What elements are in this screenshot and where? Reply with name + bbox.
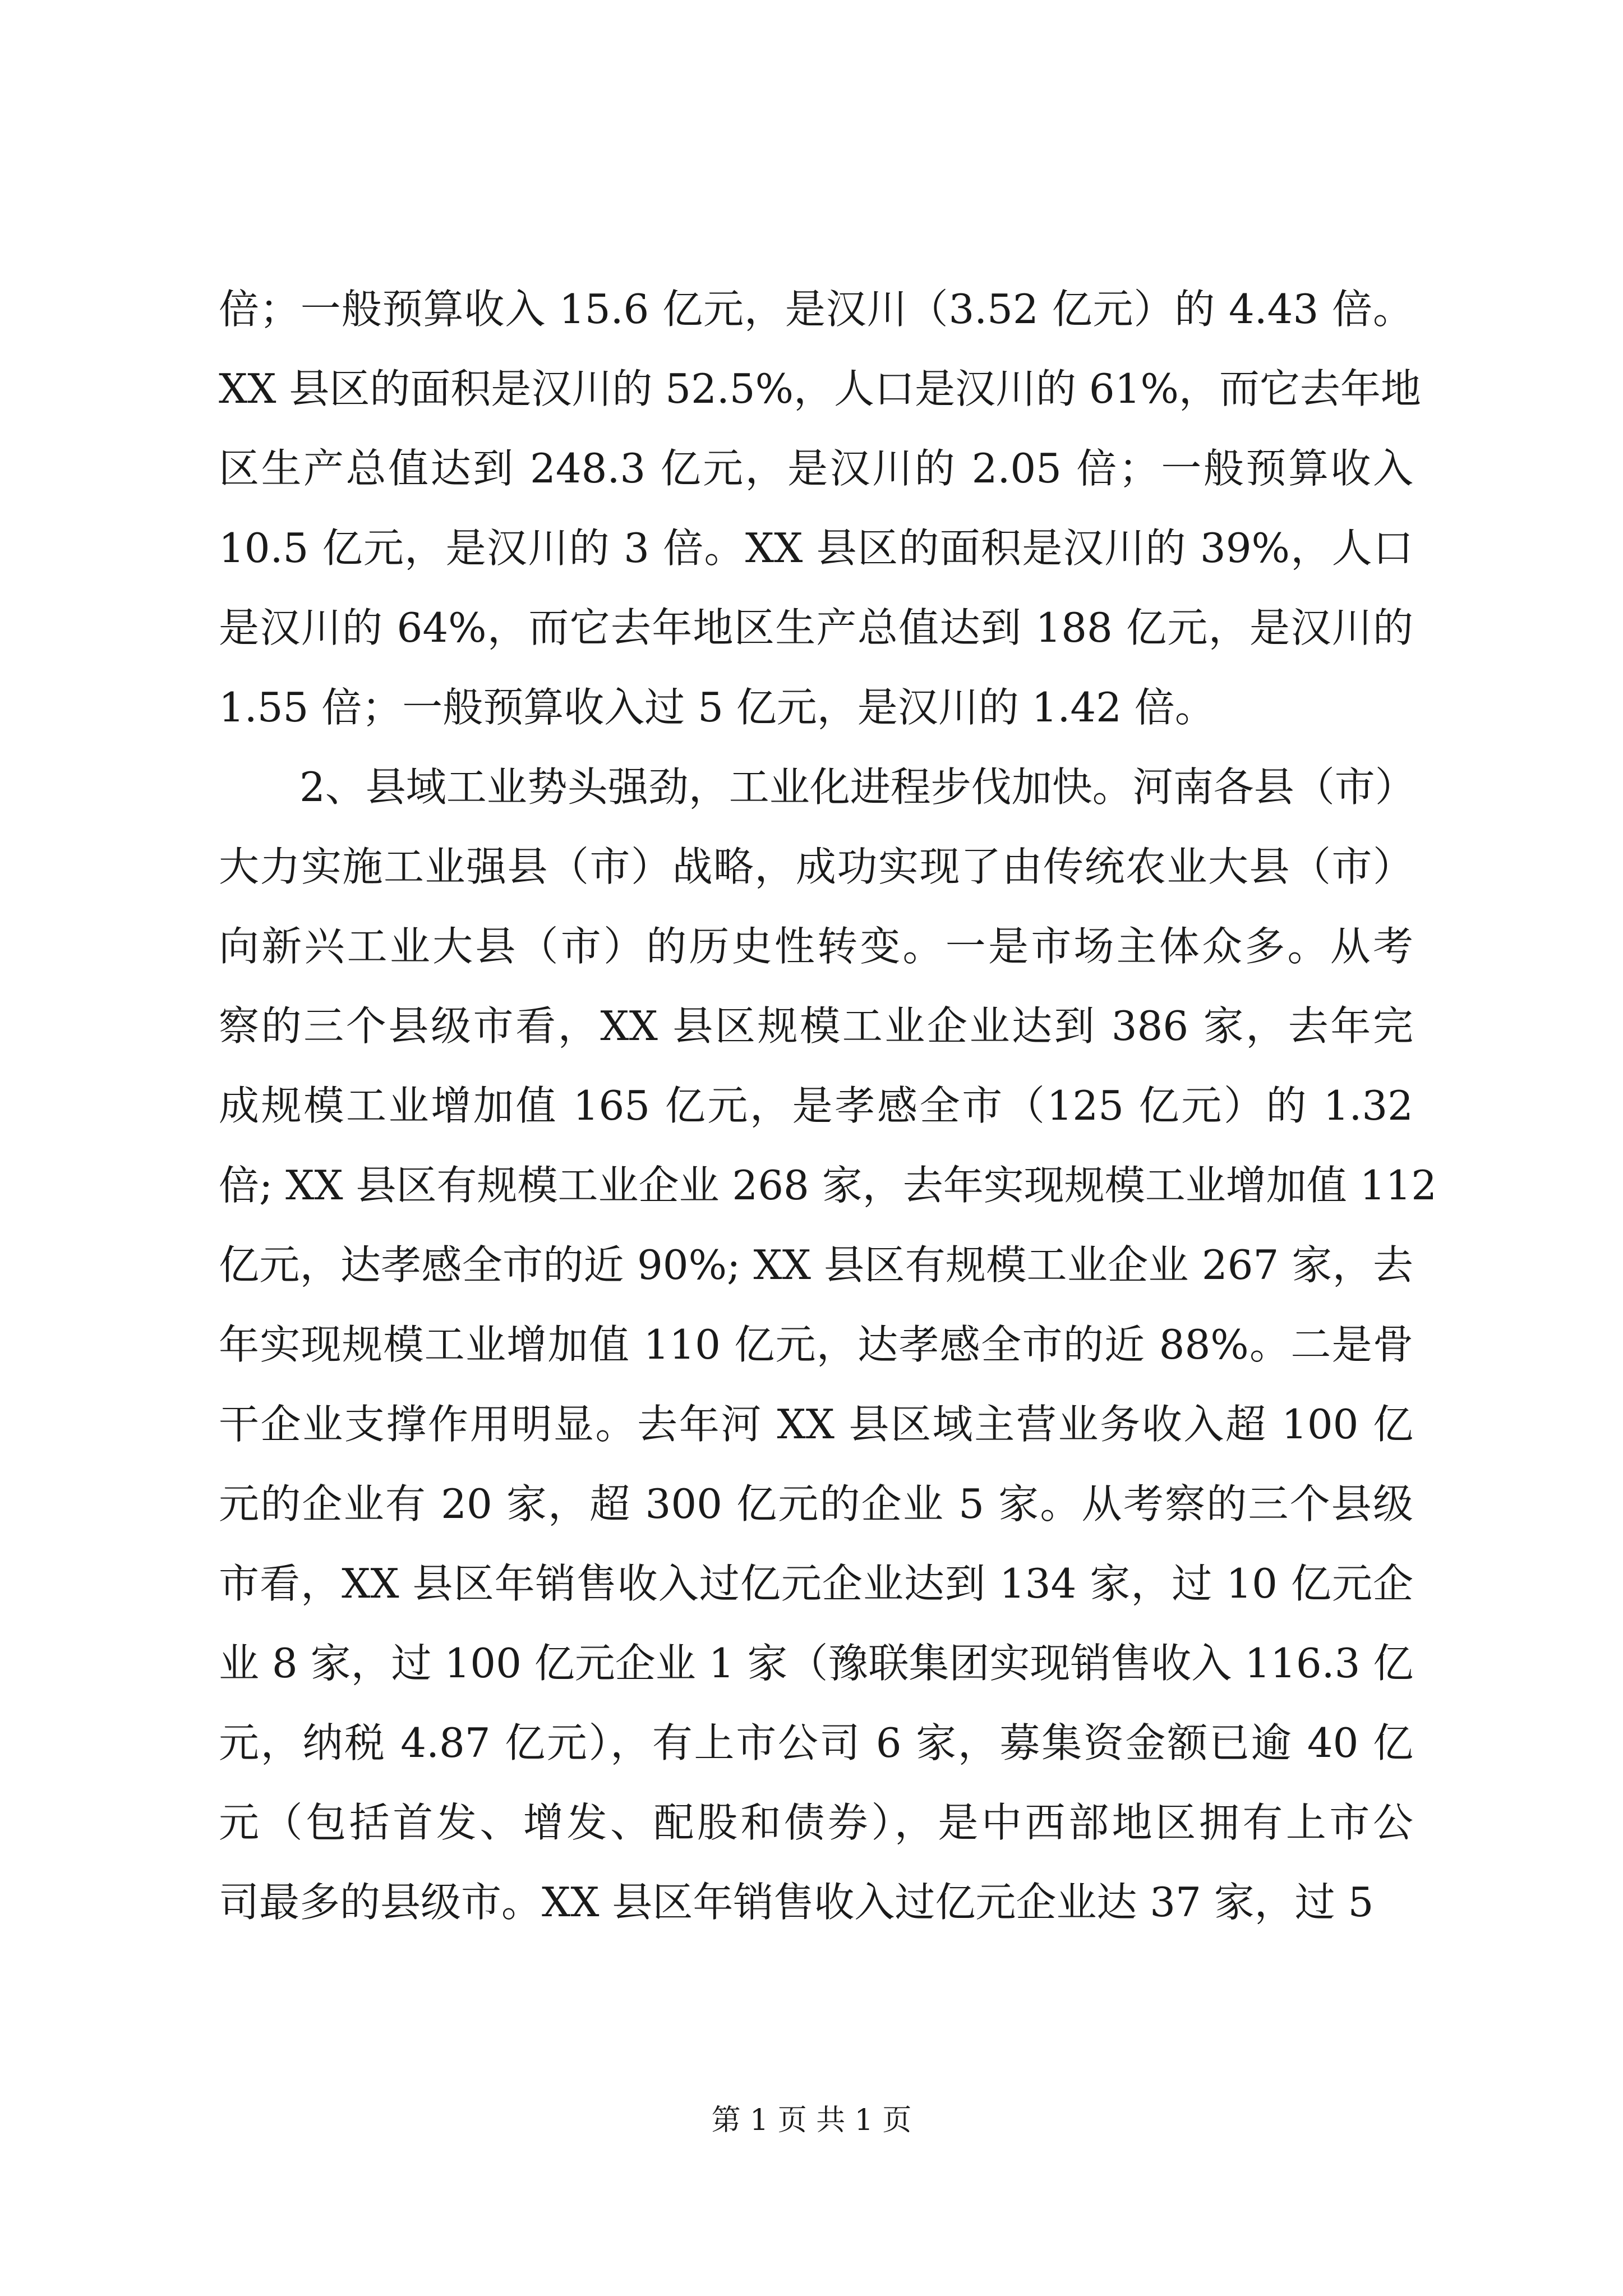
text-line: 区生产总值达到 248.3 亿元，是汉川的 2.05 倍；一般预算收入 xyxy=(219,445,1413,492)
text-line: 年实现规模工业增加值 110 亿元，达孝感全市的近 88%。二是骨 xyxy=(219,1321,1413,1368)
text-line: 元的企业有 20 家，超 300 亿元的企业 5 家。从考察的三个县级 xyxy=(219,1480,1413,1527)
paragraph-2 xyxy=(219,747,1437,1942)
page-footer: 第 1 页 共 1 页 xyxy=(711,2104,912,2137)
text-line: 察的三个县级市看，XX 县区规模工业企业达到 386 家，去年完 xyxy=(219,1002,1413,1050)
text-line: 司最多的县级市。XX 县区年销售收入过亿元企业达 37 家，过 5 xyxy=(219,1879,1374,1926)
text-line: 1.55 倍；一般预算收入过 5 亿元，是汉川的 1.42 倍。 xyxy=(219,684,1215,731)
text-line: 是汉川的 64%，而它去年地区生产总值达到 188 亿元，是汉川的 xyxy=(219,604,1413,651)
text-line: 元，纳税 4.87 亿元），有上市公司 6 家，募集资金额已逾 40 亿 xyxy=(219,1719,1413,1766)
text-line: 元（包括首发、增发、配股和债券），是中西部地区拥有上市公 xyxy=(219,1799,1413,1846)
paragraph-1 xyxy=(219,269,1421,747)
text-line: 干企业支撑作用明显。去年河 XX 县区域主营业务收入超 100 亿 xyxy=(219,1401,1413,1448)
text-line: 倍; XX 县区有规模工业企业 268 家，去年实现规模工业增加值 112 xyxy=(219,1162,1437,1209)
text-line: 业 8 家，过 100 亿元企业 1 家（豫联集团实现销售收入 116.3 亿 xyxy=(219,1640,1414,1687)
text-line: 大力实施工业强县（市）战略，成功实现了由传统农业大县（市） xyxy=(219,843,1413,890)
text-line: 亿元，达孝感全市的近 90%; XX 县区有规模工业企业 267 家，去 xyxy=(219,1241,1413,1289)
text-line: XX 县区的面积是汉川的 52.5%，人口是汉川的 61%，而它去年地 xyxy=(219,365,1421,412)
text-line: 市看，XX 县区年销售收入过亿元企业达到 134 家，过 10 亿元企 xyxy=(219,1560,1413,1607)
text-line: 倍；一般预算收入 15.6 亿元，是汉川（3.52 亿元）的 4.43 倍。 xyxy=(219,286,1413,333)
text-line: 成规模工业增加值 165 亿元，是孝感全市（125 亿元）的 1.32 xyxy=(219,1082,1413,1129)
text-line: 10.5 亿元，是汉川的 3 倍。XX 县区的面积是汉川的 39%，人口 xyxy=(219,524,1413,572)
body-text xyxy=(219,269,1437,1942)
text-line: 2、县域工业势头强劲，工业化进程步伐加快。河南各县（市） xyxy=(299,763,1415,811)
text-line: 向新兴工业大县（市）的历史性转变。一是市场主体众多。从考 xyxy=(219,923,1413,970)
